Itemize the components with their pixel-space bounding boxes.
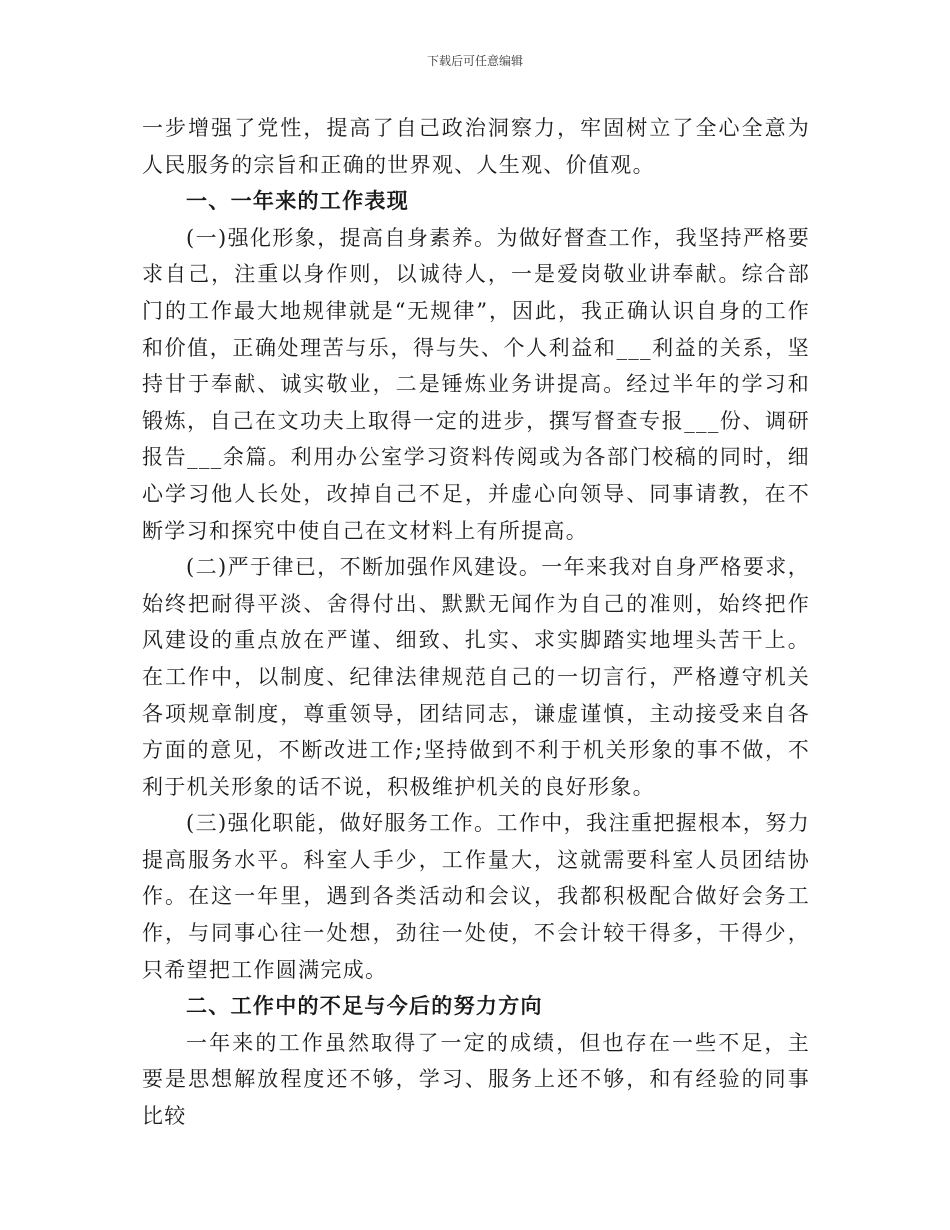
paragraph-shortcomings: 一年来的工作虽然取得了一定的成绩，但也存在一些不足，主要是思想解放程度还不够，学习、服务上还不够，和有经验的同事比较: [142, 1030, 810, 1129]
paragraph-service-work: (三)强化职能，做好服务工作。工作中，我注重把握根本，努力提高服务水平。科室人手少，工作量大，这就需要科室人员团结协作。在这一年里，遇到各类活动和会议，我都积极配合做好会务工作，与同事心往一处想，劲往一处使，不会计较干得多，干得少，只希望把工作圆满完成。: [142, 811, 810, 982]
paragraph-self-discipline: (二)严于律已，不断加强作风建设。一年来我对自身严格要求，始终把耐得平淡、舍得付出、默默无闻作为自己的准则，始终把作风建设的重点放在严谨、细致、扎实、求实脚踏实地埋头苦干上。在工作中，以制度、纪律法律规范自己的一切言行，严格遵守机关各项规章制度，尊重领导，团结同志，谦虚谨慎，主动接受来自各方面的意见，不断改进工作;坚持做到不利于机关形象的事不做，不利于机关形象的话不说，积极维护机关的良好形象。: [142, 555, 810, 799]
page-header-note: 下载后可任意编辑: [426, 54, 523, 68]
paragraph-continuation: 一步增强了党性，提高了自己政治洞察力，牢固树立了全心全意为人民服务的宗旨和正确的世界观、人生观、价值观。: [142, 116, 810, 177]
document-body: [142, 110, 810, 1135]
section-heading-shortcomings: 二、工作中的不足与今后的努力方向: [186, 993, 543, 1019]
section-heading-work-performance: 一、一年来的工作表现: [186, 188, 409, 214]
paragraph-image-building: (一)强化形象，提高自身素养。为做好督查工作，我坚持严格要求自己，注重以身作则，以诚待人，一是爱岗敬业讲奉献。综合部门的工作最大地规律就是“无规律”，因此，我正确认识自身的工作和价值，正确处理苦与乐，得与失、个人利益和___利益的关系，坚持甘于奉献、诚实敬业，二是锤炼业务讲提高。经过半年的学习和锻炼，自己在文功夫上取得一定的进步，撰写督查专报___份、调研报告___余篇。利用办公室学习资料传阅或为各部门校稿的同时，细心学习他人长处，改掉自己不足，并虚心向领导、同事请教，在不断学习和探究中使自己在文材料上有所提高。: [142, 225, 810, 543]
